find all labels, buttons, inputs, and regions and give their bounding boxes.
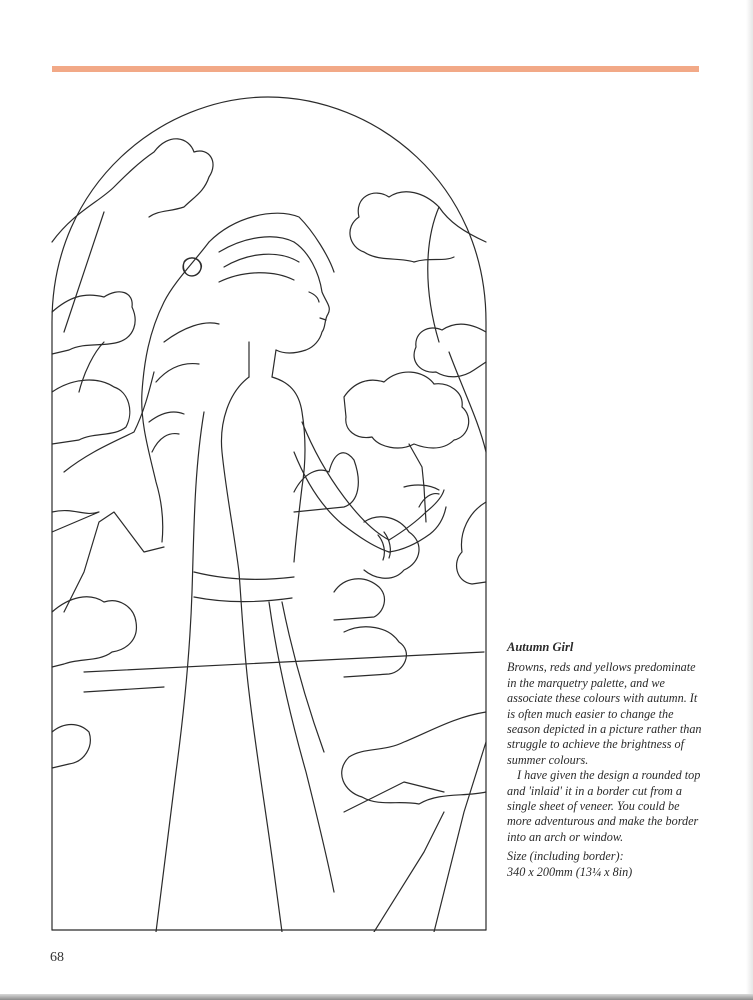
caption-block [507, 640, 707, 880]
caption-size-value: 340 x 200mm (13¼ x 8in) [507, 864, 633, 879]
girl-figure [142, 213, 446, 932]
caption-paragraph-2: I have given the design a rounded top and 'inlaid' it in a border cut from a single sheet of veneer. You could be more adventurous and make the border into an arch or window. [507, 768, 701, 844]
center-tree [344, 372, 469, 522]
caption-title: Autumn Girl [507, 640, 574, 654]
caption-size-label: Size (including border): [507, 849, 624, 864]
autumn-girl-illustration [44, 92, 494, 932]
arch-frame [52, 97, 486, 930]
page-number: 68 [50, 950, 64, 965]
left-trees [52, 139, 213, 768]
header-rule [52, 66, 699, 72]
right-trees [342, 192, 486, 932]
caption-paragraph-1: Browns, reds and yellows predominate in the marquetry palette, and we associate these colours with autumn. It is often much easier to change the season depicted in a picture rather than struggle to achieve the brightness of summer colours. [507, 660, 702, 767]
page-edge-bottom [0, 994, 753, 1000]
page-edge-right [746, 0, 753, 994]
